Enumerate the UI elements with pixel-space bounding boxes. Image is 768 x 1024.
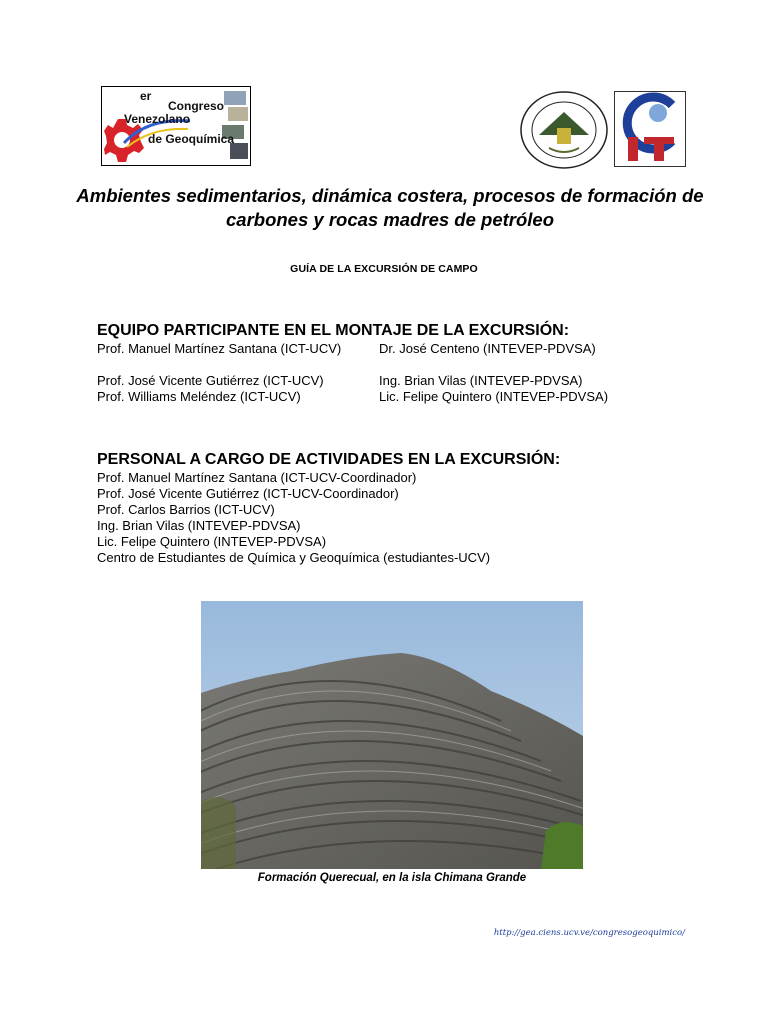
equipo-member: Prof. Williams Meléndez (ICT-UCV) — [97, 389, 301, 404]
equipo-member: Ing. Brian Vilas (INTEVEP-PDVSA) — [379, 373, 583, 388]
photo-caption: Formación Querecual, en la isla Chimana Grande — [257, 872, 527, 884]
list-item: Prof. José Vicente Gutiérrez (ICT-UCV-Coordinador) — [97, 486, 399, 501]
equipo-member: Prof. José Vicente Gutiérrez (ICT-UCV) — [97, 373, 324, 388]
equipo-left-column — [97, 341, 367, 405]
personal-list — [97, 470, 657, 566]
list-item: Prof. Carlos Barrios (ICT-UCV) — [97, 502, 275, 517]
list-item: Centro de Estudiantes de Química y Geoquímica (estudiantes-UCV) — [97, 550, 491, 565]
list-item: Lic. Felipe Quintero (INTEVEP-PDVSA) — [97, 534, 327, 549]
equipo-right-column — [379, 341, 679, 405]
logo-geoquimica-text: de Geoquímica — [148, 132, 235, 146]
logo-venezolano-text: Venezolano — [124, 112, 191, 126]
list-item: Prof. Manuel Martínez Santana (ICT-UCV-Coordinador) — [97, 470, 417, 485]
document-title: Ambientes sedimentarios, dinámica costera, procesos de formación de carbones y rocas madres de petróleo — [76, 185, 704, 230]
equipo-member: Lic. Felipe Quintero (INTEVEP-PDVSA) — [379, 389, 609, 404]
list-item: Ing. Brian Vilas (INTEVEP-PDVSA) — [97, 518, 301, 533]
equipo-heading: EQUIPO PARTICIPANTE EN EL MONTAJE DE LA EXCURSIÓN: — [97, 322, 570, 339]
equipo-member: Dr. José Centeno (INTEVEP-PDVSA) — [379, 341, 596, 356]
photo-collage-graphic — [222, 91, 250, 163]
logo-congreso-text: Congreso — [168, 99, 225, 113]
logo-ordinal: er — [140, 89, 152, 103]
congress-logo — [101, 86, 251, 166]
document-subtitle: GUÍA DE LA EXCURSIÓN DE CAMPO — [290, 263, 478, 275]
rock-formation-photo — [201, 601, 583, 869]
personal-heading: PERSONAL A CARGO DE ACTIVIDADES EN LA EXCURSIÓN: — [97, 451, 561, 468]
cit-logo-icon — [614, 91, 686, 167]
university-seal-icon — [519, 90, 609, 170]
footer-url-link[interactable]: http://gea.ciens.ucv.ve/congresogeoquimico/ — [493, 928, 685, 938]
equipo-member: Prof. Manuel Martínez Santana (ICT-UCV) — [97, 341, 342, 356]
